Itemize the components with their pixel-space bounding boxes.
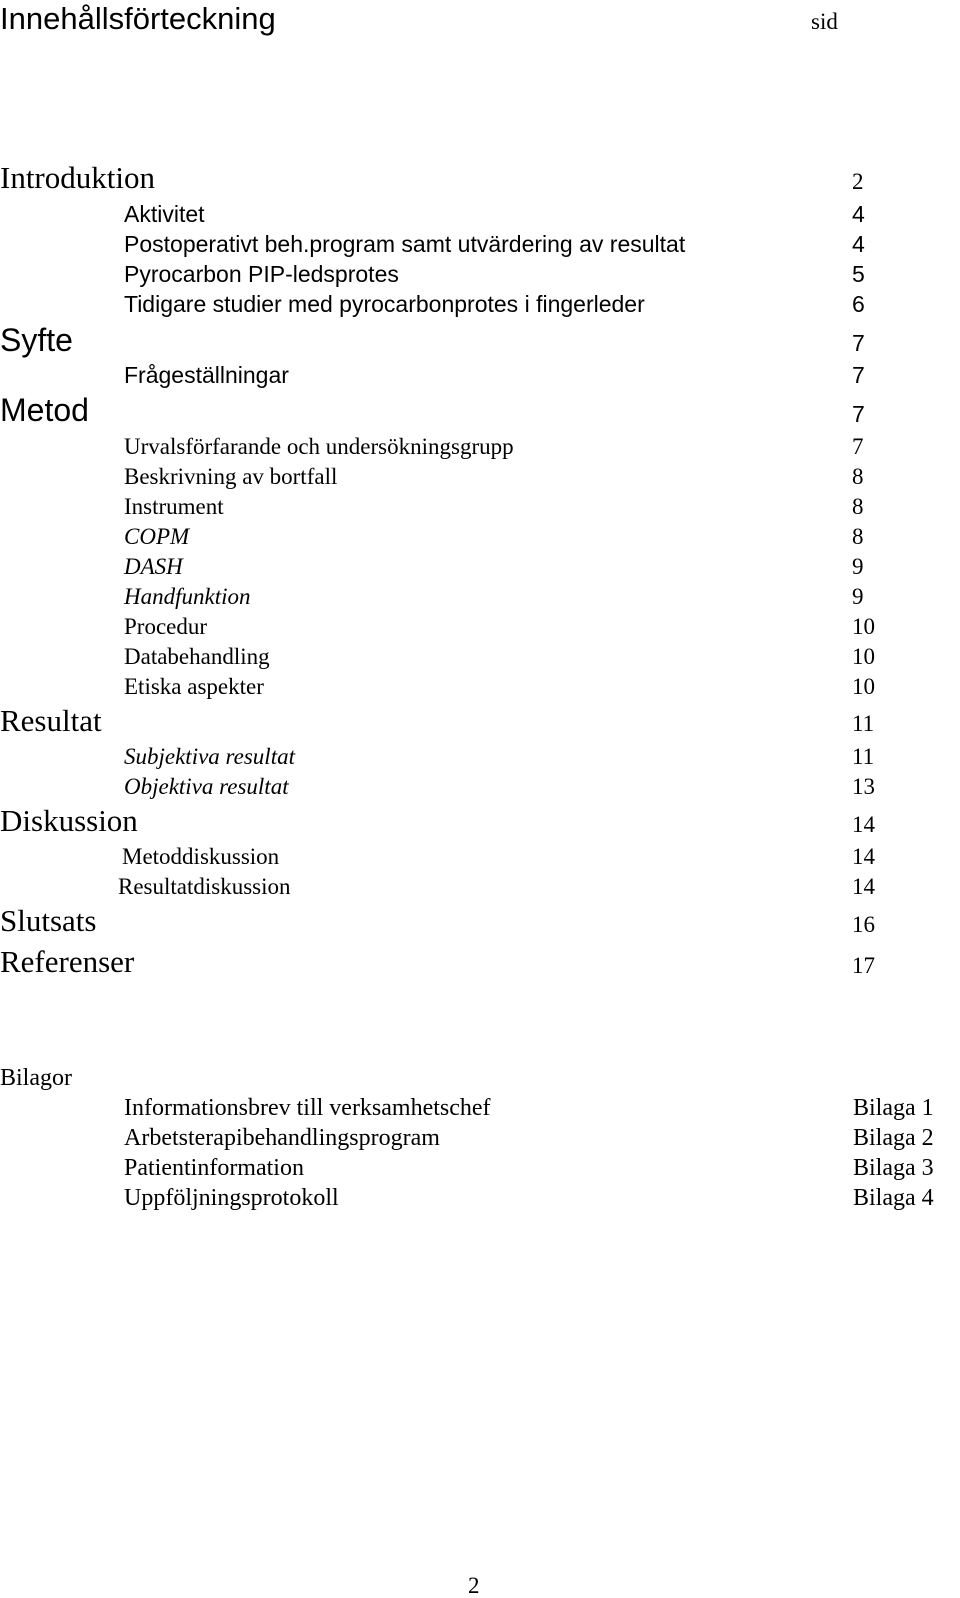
- toc-heading-metod: Metod: [0, 392, 89, 428]
- toc-heading-slutsats: Slutsats: [0, 903, 97, 938]
- toc-entry: Databehandling: [124, 644, 270, 669]
- toc-heading-resultat: Resultat: [0, 703, 102, 738]
- toc-entry-page: 13: [852, 774, 875, 799]
- toc-entry-page: 4: [852, 201, 865, 227]
- toc-entry: Etiska aspekter: [124, 674, 264, 699]
- page-column-label: sid: [811, 9, 838, 34]
- toc-entry-page: 10: [852, 674, 875, 699]
- toc-entry: Frågeställningar: [124, 362, 289, 388]
- toc-page-resultat: 11: [852, 711, 875, 736]
- toc-entry-page: 7: [852, 434, 864, 459]
- toc-entry: Resultatdiskussion: [118, 874, 291, 899]
- appendix-label: Informationsbrev till verksamhetschef: [124, 1095, 491, 1121]
- toc-entry: Procedur: [124, 614, 208, 639]
- toc-entry: Handfunktion: [124, 584, 251, 609]
- toc-page-referenser: 17: [852, 953, 875, 978]
- toc-entry: Tidigare studier med pyrocarbonprotes i fingerleder: [124, 291, 645, 317]
- toc-page-metod: 7: [852, 401, 865, 427]
- toc-heading-syfte: Syfte: [0, 322, 73, 358]
- toc-entry: Beskrivning av bortfall: [124, 464, 338, 489]
- toc-entry-page: 9: [852, 554, 864, 579]
- toc-entry-page: 8: [852, 494, 864, 519]
- appendix-label: Arbetsterapibehandlingsprogram: [124, 1125, 440, 1151]
- appendix-ref: Bilaga 1: [853, 1095, 934, 1121]
- toc-entry: Postoperativt beh.program samt utvärdering av resultat: [124, 231, 686, 257]
- appendix-ref: Bilaga 2: [853, 1125, 934, 1151]
- appendix-label: Patientinformation: [124, 1155, 304, 1181]
- toc-entry-page: 14: [852, 874, 875, 899]
- page-title: Innehållsförteckning: [0, 1, 276, 36]
- toc-entry-page: 14: [852, 844, 875, 869]
- appendices-heading: Bilagor: [0, 1065, 72, 1091]
- toc-entry: Instrument: [124, 494, 224, 519]
- toc-entry-page: 8: [852, 464, 864, 489]
- toc-heading-diskussion: Diskussion: [0, 803, 138, 838]
- toc-page-diskussion: 14: [852, 812, 875, 837]
- toc-entry: DASH: [124, 554, 183, 579]
- toc-entry: COPM: [124, 524, 190, 549]
- appendix-ref: Bilaga 4: [853, 1185, 934, 1211]
- toc-entry: Pyrocarbon PIP-ledsprotes: [124, 261, 399, 287]
- toc-page-slutsats: 16: [852, 912, 875, 937]
- toc-entry: Aktivitet: [124, 201, 205, 227]
- toc-heading-introduktion: Introduktion: [0, 160, 155, 195]
- toc-entry-page: 4: [852, 231, 865, 257]
- toc-entry-page: 7: [852, 362, 865, 388]
- toc-entry-page: 5: [852, 261, 865, 287]
- page-number: 2: [468, 1573, 480, 1598]
- toc-entry-page: 10: [852, 614, 875, 639]
- toc-entry: Objektiva resultat: [124, 774, 289, 799]
- toc-entry: Urvalsförfarande och undersökningsgrupp: [124, 434, 514, 459]
- appendix-label: Uppföljningsprotokoll: [124, 1185, 339, 1211]
- appendix-ref: Bilaga 3: [853, 1155, 934, 1181]
- toc-entry-page: 11: [852, 744, 875, 769]
- toc-entry: Subjektiva resultat: [124, 744, 295, 769]
- toc-entry-page: 6: [852, 291, 865, 317]
- toc-entry-page: 9: [852, 584, 864, 609]
- toc-page-syfte: 7: [852, 330, 865, 356]
- toc-entry: Metoddiskussion: [122, 844, 280, 869]
- toc-entry-page: 8: [852, 524, 864, 549]
- toc-heading-referenser: Referenser: [0, 944, 135, 979]
- toc-entry-page: 10: [852, 644, 875, 669]
- toc-page-introduktion: 2: [852, 169, 864, 194]
